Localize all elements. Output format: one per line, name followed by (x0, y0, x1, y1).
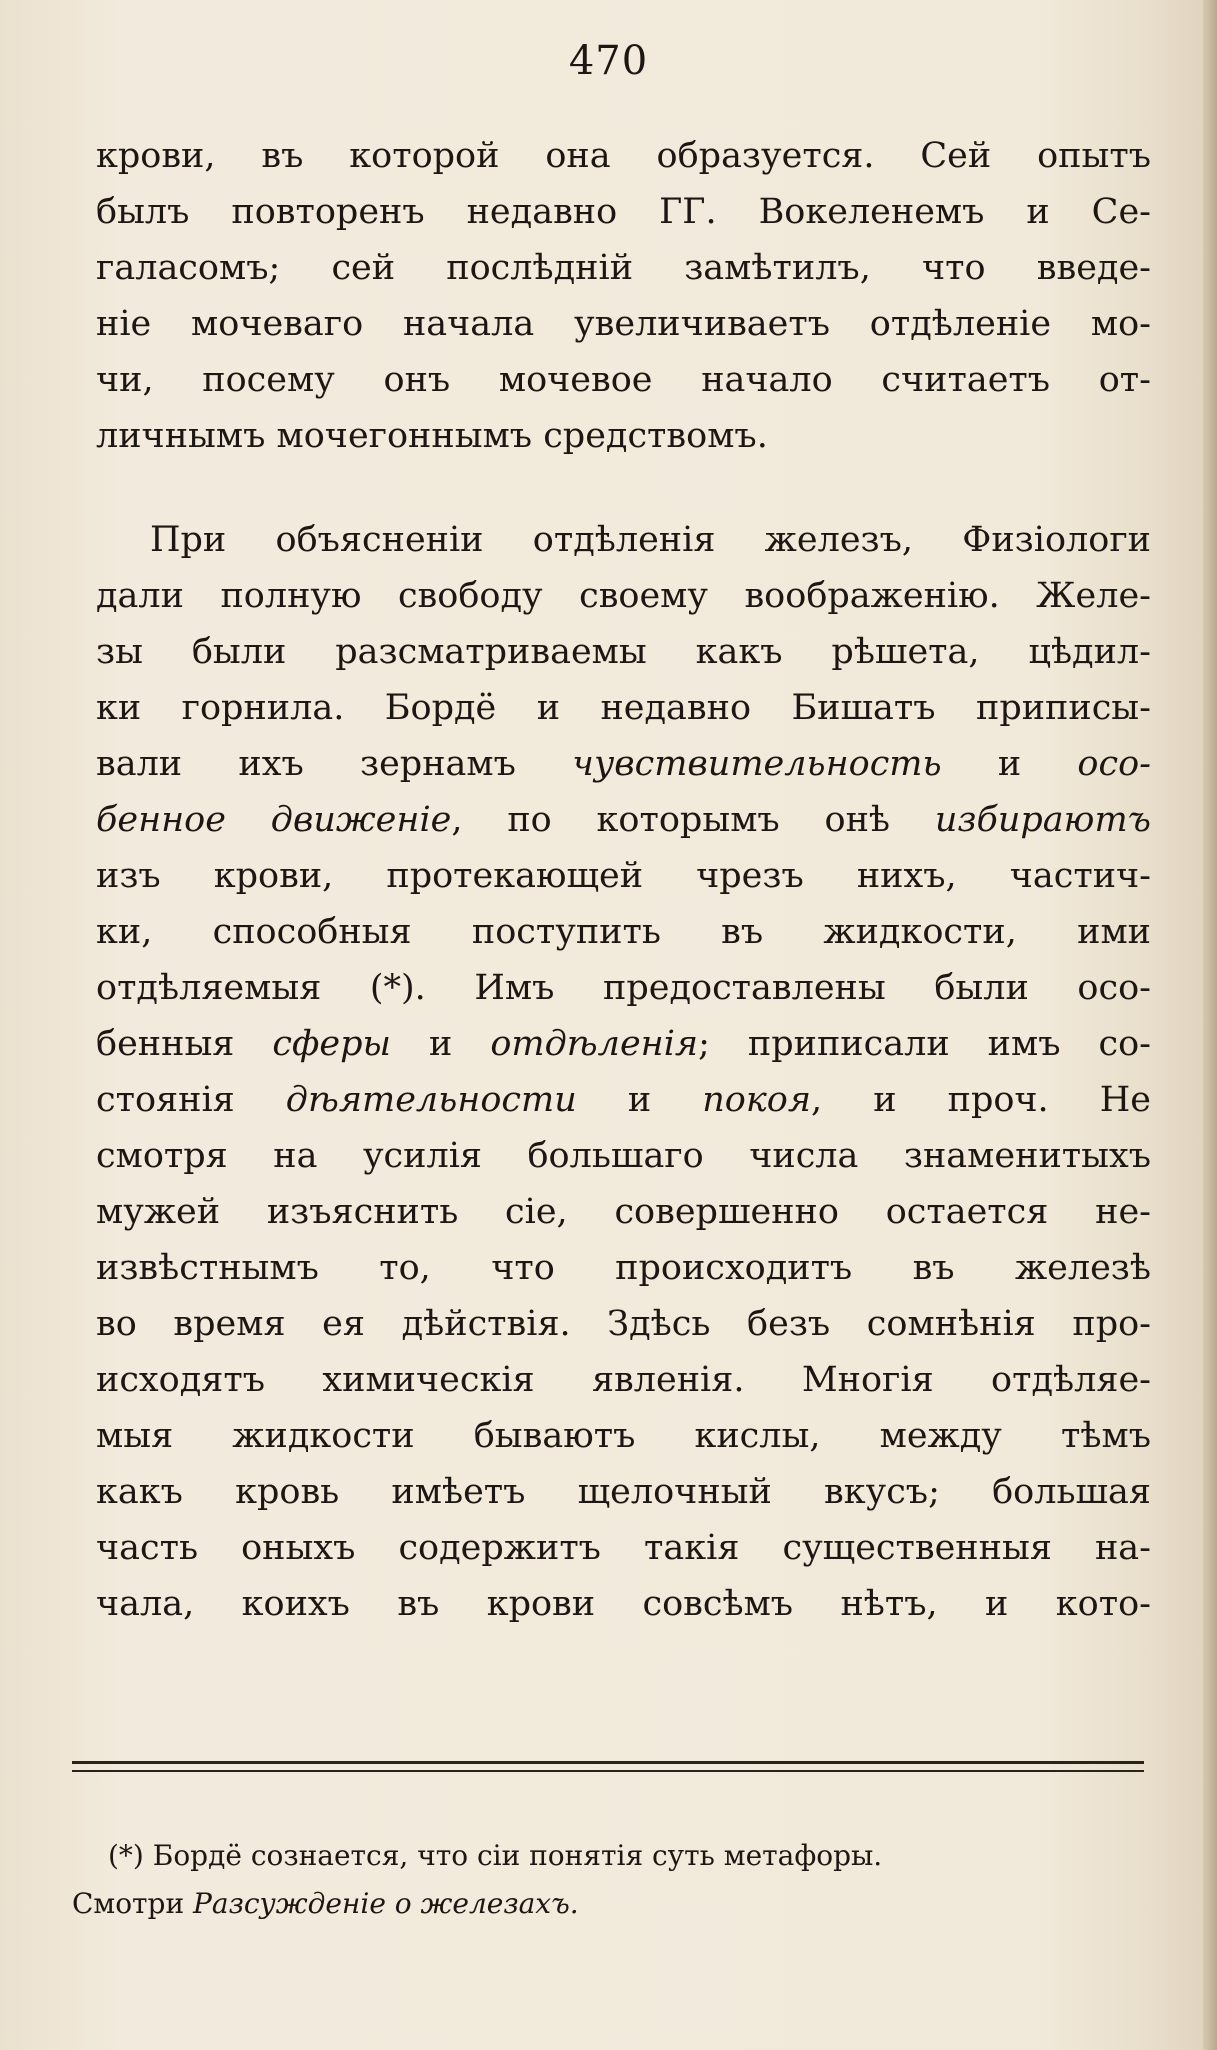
text-run: стоянія (96, 1080, 286, 1120)
footnote-line: (*) Бордё сознается, что сіи понятія суть метафоры. (108, 1839, 883, 1872)
text-line (96, 1016, 1151, 1072)
text-run: и (941, 744, 1078, 784)
text-line: зы были разсматриваемы какъ рѣшета, цѣдил- (96, 632, 1151, 672)
footnote-rule (72, 1770, 1144, 1772)
italic-term: избираютъ (934, 800, 1151, 840)
italic-term: чувствительность (572, 744, 942, 784)
text-run: вали ихъ зернамъ (96, 744, 573, 784)
text-line: изъ крови, протекающей чрезъ нихъ, частич- (96, 856, 1151, 896)
text-line (96, 736, 1151, 792)
italic-term: дѣятельности (285, 1080, 577, 1120)
italic-term: осо- (1077, 744, 1151, 784)
text-line: извѣстнымъ то, что происходитъ въ железѣ (96, 1248, 1151, 1288)
text-line: ніе мочеваго начала увеличиваетъ отдѣленіе мо- (96, 304, 1151, 344)
text-run: , по которымъ онѣ (451, 800, 935, 840)
text-run: и (576, 1080, 703, 1120)
text-line: смотря на усилія большаго числа знаменитыхъ (96, 1136, 1151, 1176)
text-line: личнымъ мочегоннымъ средствомъ. (96, 416, 768, 456)
text-line: галасомъ; сей послѣдній замѣтилъ, что введе- (96, 248, 1151, 288)
italic-term: Разсужденіе о железахъ. (193, 1887, 579, 1920)
text-line: чи, посему онъ мочевое начало считаетъ от- (96, 360, 1151, 400)
text-run: и (391, 1024, 491, 1064)
italic-term: сферы (272, 1024, 392, 1064)
text-line: во время ея дѣйствія. Здѣсь безъ сомнѣнія про- (96, 1304, 1151, 1344)
text-line: чала, коихъ въ крови совсѣмъ нѣтъ, и кото- (96, 1584, 1151, 1624)
text-line: При объясненіи отдѣленія железъ, Физіологи (150, 520, 1151, 560)
text-run: ; приписали имъ со- (698, 1024, 1151, 1064)
text-run: бенныя (96, 1024, 273, 1064)
text-line: мужей изъяснить сіе, совершенно остается не- (96, 1192, 1151, 1232)
text-line: былъ повторенъ недавно ГГ. Вокеленемъ и Се- (96, 192, 1151, 232)
italic-term: отдѣленія (490, 1024, 699, 1064)
page-number: 470 (568, 38, 649, 84)
italic-term: покоя (702, 1080, 811, 1120)
text-line: крови, въ которой она образуется. Сей опытъ (96, 136, 1151, 176)
text-line: часть оныхъ содержитъ такія существенныя на- (96, 1528, 1151, 1568)
text-line (96, 792, 1151, 848)
text-run: , и проч. Не (811, 1080, 1151, 1120)
italic-term: бенное движеніе (96, 800, 452, 840)
text-line: мыя жидкости бываютъ кислы, между тѣмъ (96, 1416, 1151, 1456)
text-line: дали полную свободу своему воображенію. Желе- (96, 576, 1151, 616)
text-line: ки, способныя поступить въ жидкости, ими (96, 912, 1151, 952)
footnote-rule (72, 1761, 1144, 1764)
footnote-line (72, 1880, 1144, 1928)
text-run: Смотри (72, 1887, 194, 1920)
text-line (96, 1072, 1151, 1128)
text-line: отдѣляемыя (*). Имъ предоставлены были осо- (96, 968, 1151, 1008)
text-line: какъ кровь имѣетъ щелочный вкусъ; большая (96, 1472, 1151, 1512)
page-edge (1203, 0, 1217, 2050)
text-line: исходятъ химическія явленія. Многія отдѣляе- (96, 1360, 1151, 1400)
text-line: ки горнила. Бордё и недавно Бишатъ приписы- (96, 688, 1151, 728)
